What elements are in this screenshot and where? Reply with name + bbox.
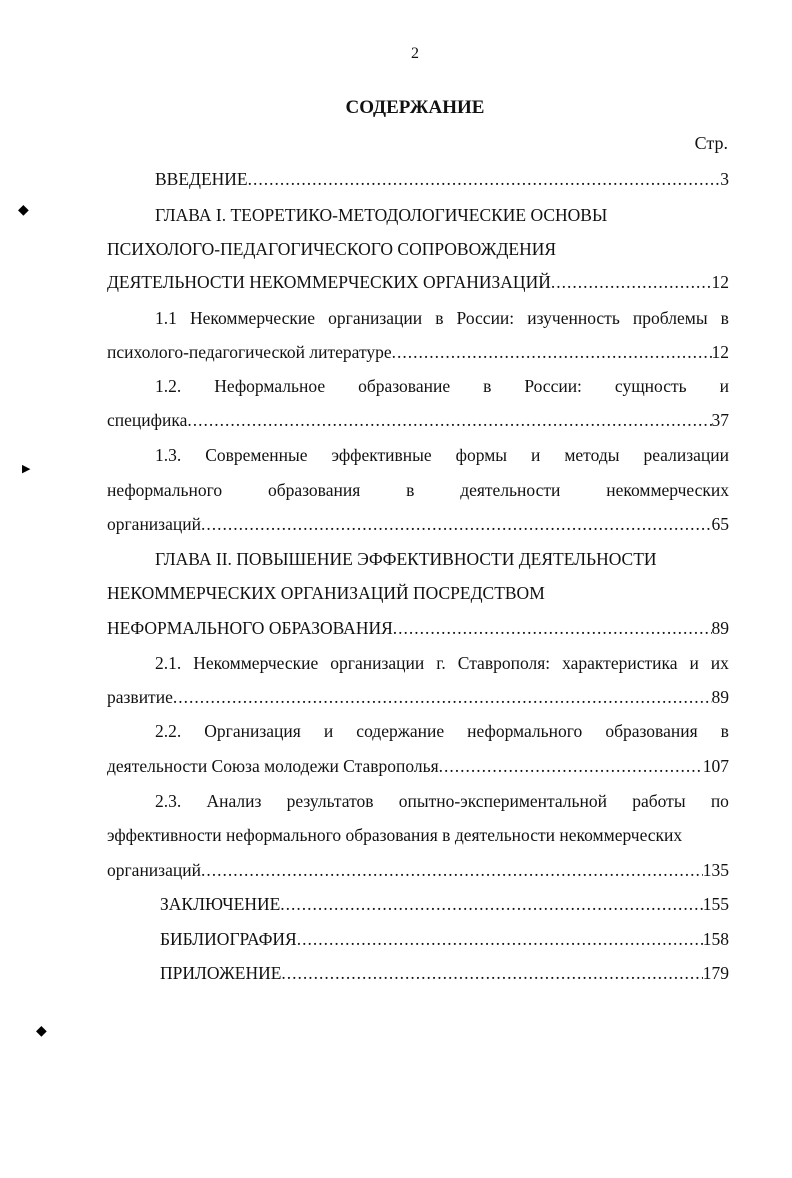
word: 1.1 [155,308,177,328]
toc-s1-3-label: организаций [107,514,201,534]
word: 2.1. [155,653,182,673]
word: и [689,653,699,673]
page-column-label: Стр. [694,133,728,153]
leader-dots [439,753,703,779]
word: неформального [467,721,583,741]
toc-chapter2-page: 89 [711,618,729,638]
toc-chapter1-line3[interactable] [107,269,729,295]
toc-chapter2-line1[interactable]: ГЛАВА II. ПОВЫШЕНИЕ ЭФФЕКТИВНОСТИ ДЕЯТЕЛЬНОСТИ [155,549,657,569]
word: характеристика [562,653,678,673]
word: Современные [205,445,308,465]
word: Анализ [206,791,262,811]
toc-s2-1-line2[interactable] [107,684,729,710]
leader-dots [201,511,712,537]
word: неформального [107,480,223,500]
toc-s1-2-line2[interactable] [107,407,729,433]
toc-chapter2-line3[interactable] [107,615,729,641]
leader-dots [187,407,711,433]
word: в [406,480,415,500]
toc-chapter2-label: НЕФОРМАЛЬНОГО ОБРАЗОВАНИЯ [107,618,393,638]
word: и [719,376,729,396]
word: 1.3. [155,445,182,465]
toc-s1-1-label: психолого-педагогической литературе [107,342,392,362]
toc-intro-label: ВВЕДЕНИЕ [155,169,248,189]
toc-s2-1-line1[interactable] [155,650,729,676]
toc-conclusion-label: ЗАКЛЮЧЕНИЕ [160,894,281,914]
toc-s1-3-page: 65 [711,514,729,534]
toc-chapter1-label: ДЕЯТЕЛЬНОСТИ НЕКОММЕРЧЕСКИХ ОРГАНИЗАЦИЙ [107,272,551,292]
toc-s2-3-line3[interactable] [107,857,729,883]
toc-appendix-label: ПРИЛОЖЕНИЕ [160,963,282,983]
word: в [720,721,729,741]
toc-s1-2-page: 37 [711,410,729,430]
toc-s1-3-line3[interactable] [107,511,729,537]
word: организации [330,653,425,673]
word: образования [605,721,698,741]
toc-s2-2-label: деятельности Союза молодежи Ставрополья [107,756,439,776]
leader-dots [551,269,712,295]
word: сущность [614,376,687,396]
word: Некоммерческие [193,653,319,673]
word: их [710,653,729,673]
toc-s2-2-page: 107 [702,756,729,776]
toc-s2-2-line2[interactable] [107,753,729,779]
word: эффективные [331,445,432,465]
scan-mark-1: ◆ [18,203,29,218]
word: содержание [356,721,445,741]
word: России: [524,376,582,396]
word: проблемы [632,308,708,328]
toc-s2-1-label: развитие [107,687,173,707]
toc-s2-3-line1[interactable] [155,788,729,814]
word: 1.2. [155,376,182,396]
word: Неформальное [214,376,326,396]
word: и [323,721,334,741]
toc-conclusion-page: 155 [702,894,729,914]
toc-chapter1-line2[interactable]: ПСИХОЛОГО-ПЕДАГОГИЧЕСКОГО СОПРОВОЖДЕНИЯ [107,239,557,259]
page-number: 2 [411,45,419,62]
leader-dots [248,166,721,192]
page-title: СОДЕРЖАНИЕ [345,97,485,118]
toc-s2-3-page: 135 [702,860,729,880]
toc-chapter1-line1[interactable]: ГЛАВА I. ТЕОРЕТИКО-МЕТОДОЛОГИЧЕСКИЕ ОСНОВЫ [155,205,608,225]
word: в [483,376,492,396]
toc-s1-2-label: специфика [107,410,188,430]
scan-mark-3: ◆ [36,1024,47,1039]
word: 2.2. [155,721,182,741]
leader-dots [297,926,703,952]
leader-dots [281,960,702,986]
word: г. [436,653,446,673]
toc-entry-intro[interactable] [155,166,729,192]
toc-s2-1-page: 89 [711,687,729,707]
leader-dots [393,615,712,641]
word: методы [564,445,620,465]
word: работы [632,791,686,811]
toc-chapter1-page: 12 [711,272,729,292]
toc-entry-conclusion[interactable] [160,891,729,917]
word: деятельности [460,480,561,500]
toc-appendix-page: 179 [702,963,729,983]
toc-s2-3-line2[interactable]: эффективности неформального образования в деятельности некоммерческих [107,825,683,845]
toc-bibliography-page: 158 [702,929,729,949]
toc-s1-3-line2[interactable] [107,477,729,503]
toc-s1-1-page: 12 [711,342,729,362]
toc-entry-appendix[interactable] [160,960,729,986]
word: и [530,445,541,465]
word: некоммерческих [606,480,729,500]
scan-mark-2: ▶ [22,463,31,475]
word: образование [358,376,451,396]
toc-s1-3-line1[interactable] [155,442,729,468]
word: реализации [643,445,729,465]
leader-dots [173,684,712,710]
leader-dots [392,339,712,365]
toc-s2-3-label: организаций [107,860,201,880]
word: в [720,308,729,328]
leader-dots [280,891,702,917]
toc-s1-1-line2[interactable] [107,339,729,365]
word: организации [328,308,423,328]
word: по [710,791,729,811]
word: результатов [286,791,374,811]
toc-bibliography-label: БИБЛИОГРАФИЯ [160,929,297,949]
word: формы [455,445,508,465]
toc-s2-2-line1[interactable] [155,718,729,744]
word: изученность [527,308,620,328]
toc-intro-page: 3 [720,169,729,189]
toc-s1-1-line1[interactable] [155,305,729,331]
word: Ставрополя: [457,653,551,673]
toc-chapter2-line2[interactable]: НЕКОММЕРЧЕСКИХ ОРГАНИЗАЦИЙ ПОСРЕДСТВОМ [107,583,545,603]
word: опытно-экспериментальной [398,791,608,811]
toc-entry-bibliography[interactable] [160,926,729,952]
toc-s1-2-line1[interactable] [155,373,729,399]
word: образования [267,480,361,500]
leader-dots [201,857,703,883]
word: Некоммерческие [189,308,316,328]
word: Организация [204,721,301,741]
word: России: [456,308,515,328]
word: в [435,308,444,328]
word: 2.3. [155,791,182,811]
